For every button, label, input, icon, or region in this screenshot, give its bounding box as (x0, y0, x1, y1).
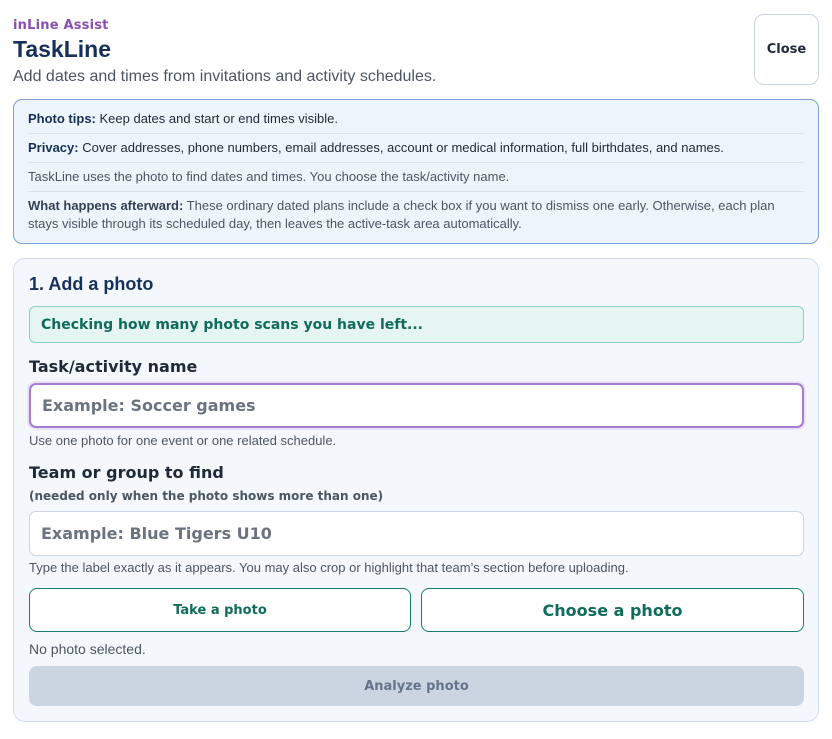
team-sublabel: (needed only when the photo shows more than one) (29, 489, 384, 503)
team-input[interactable] (29, 511, 804, 556)
page-subtitle: Add dates and times from invitations and activity schedules. (13, 68, 437, 85)
privacy-label: Privacy: (28, 140, 79, 155)
privacy-text: Cover addresses, phone numbers, email addresses, account or medical information, full birthdates, and names. (78, 140, 724, 155)
choose-photo-button[interactable]: Choose a photo (421, 588, 804, 632)
team-label: Team or group to find (29, 463, 224, 482)
privacy-note (28, 134, 804, 163)
afterward-note (28, 192, 804, 238)
analyze-photo-button[interactable]: Analyze photo (29, 666, 804, 706)
info-panel (13, 99, 819, 244)
close-button[interactable]: Close (754, 14, 819, 85)
app-header (13, 18, 436, 86)
add-photo-card (13, 258, 819, 722)
step-title: 1. Add a photo (29, 274, 154, 294)
afterward-text: These ordinary dated plans include a check box if you want to dismiss one early. Otherwise, each plan stays visible through its scheduled day, then leaves the active-task area automatically. (28, 198, 775, 231)
take-photo-button[interactable]: Take a photo (29, 588, 411, 632)
task-name-input[interactable] (29, 383, 804, 428)
task-name-hint: Use one photo for one event or one related schedule. (29, 433, 337, 448)
page-title: TaskLine (13, 36, 111, 62)
photo-tips (28, 105, 804, 134)
task-name-label: Task/activity name (29, 357, 198, 376)
photo-selection-status: No photo selected. (29, 641, 146, 657)
usage-note: TaskLine uses the photo to find dates and times. You choose the task/activity name. (28, 163, 804, 192)
team-hint: Type the label exactly as it appears. You may also crop or highlight that team’s section before uploading. (29, 560, 629, 575)
brand-name: inLine Assist (13, 18, 109, 33)
scan-status-banner: Checking how many photo scans you have left... (29, 306, 804, 343)
afterward-label: What happens afterward: (28, 198, 184, 213)
photo-tips-label: Photo tips: (28, 111, 96, 126)
photo-tips-text: Keep dates and start or end times visible. (95, 111, 338, 126)
